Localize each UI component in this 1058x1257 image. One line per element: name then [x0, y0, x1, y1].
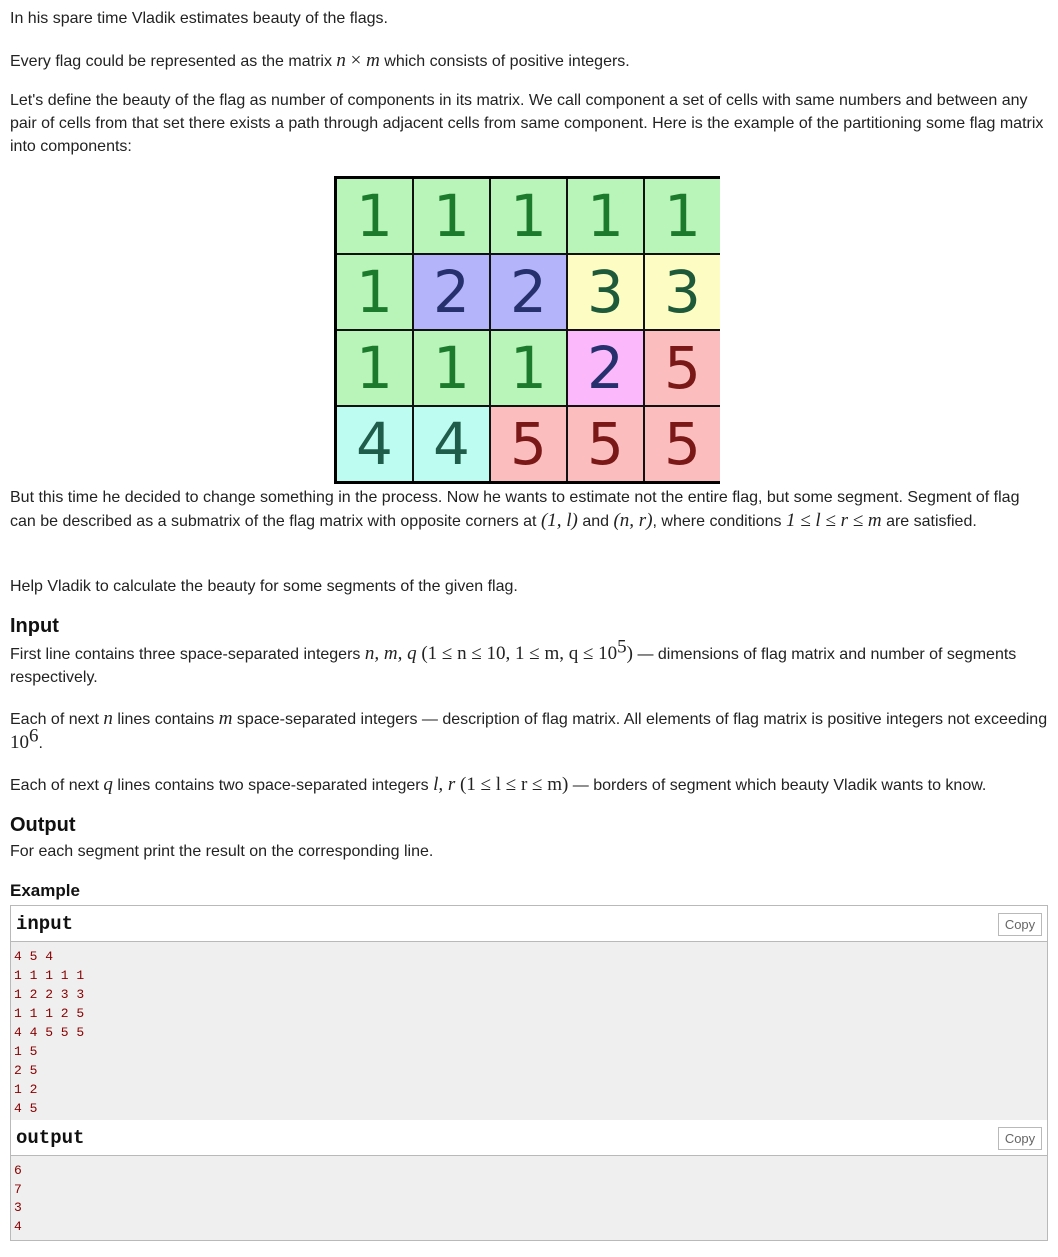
flag-cell-digit: 5 — [664, 334, 701, 402]
math-q: q — [103, 774, 113, 795]
sample-output-header — [11, 1120, 1047, 1156]
sample-input-label: input — [16, 913, 74, 935]
flag-cell-digit: 1 — [356, 334, 393, 402]
flag-cell-digit: 5 — [664, 410, 701, 478]
flag-cell-digit: 5 — [510, 410, 547, 478]
flag-cell-digit: 1 — [356, 182, 393, 250]
flag-cell-digit: 4 — [433, 410, 470, 478]
paragraph-segment — [10, 486, 1048, 533]
text: space-separated integers — description of flag matrix. All elements of flag matrix is positive integers not exceeding — [232, 711, 1048, 728]
text: which consists of positive integers. — [379, 53, 630, 70]
flag-cell-digit: 1 — [433, 334, 470, 402]
sample-output-text: 6 7 3 4 — [14, 1163, 22, 1235]
text: . — [38, 735, 43, 752]
text: and — [577, 513, 614, 530]
math-ten: 10 — [10, 732, 29, 753]
flag-cell-digit: 2 — [433, 258, 470, 326]
flag-cell-digit: 1 — [510, 182, 547, 250]
text: First line contains three space-separated integers — [10, 646, 365, 663]
text: Every flag could be represented as the matrix — [10, 53, 337, 70]
flag-cell-digit: 1 — [664, 182, 701, 250]
text: — dimensions of flag matrix and number of segments respectively. — [10, 646, 1017, 686]
math-condition: 1 ≤ l ≤ r ≤ m — [785, 510, 882, 531]
copy-input-button[interactable]: Copy — [998, 913, 1042, 936]
text: , where conditions — [652, 513, 786, 530]
input-line-3 — [10, 773, 986, 797]
paragraph-help: Help Vladik to calculate the beauty for some segments of the given flag. — [10, 578, 518, 595]
text: But this time he decided to change something in the process. Now he wants to estimate not the entire flag, but some segment. Segment of flag can be described as a submatrix of the flag matrix with opposite corners at — [10, 489, 1020, 530]
text: lines contains — [112, 711, 219, 728]
flag-cell-digit: 1 — [587, 182, 624, 250]
sample-input-box — [10, 905, 1048, 1122]
flag-cell-digit: 1 — [433, 182, 470, 250]
sample-input-header — [11, 906, 1047, 942]
text: — borders of segment which beauty Vladik wants to know. — [568, 777, 987, 794]
output-description: For each segment print the result on the corresponding line. — [10, 843, 434, 860]
copy-output-button[interactable]: Copy — [998, 1127, 1042, 1150]
math-times: × — [345, 50, 367, 71]
input-line-2 — [10, 707, 1048, 755]
math-m: m — [366, 50, 380, 71]
sample-output-box — [10, 1120, 1048, 1241]
flag-cell-digit: 1 — [510, 334, 547, 402]
paragraph-matrix — [10, 49, 630, 73]
text: Each of next — [10, 777, 104, 794]
output-section-title: Output — [10, 814, 76, 836]
input-section-title: Input — [10, 615, 59, 637]
flag-cell-digit: 3 — [664, 258, 701, 326]
flag-cell-digit: 4 — [356, 410, 393, 478]
sample-output-label: output — [16, 1127, 85, 1149]
text: are satisfied. — [881, 513, 977, 530]
math-nmq: n, m, q — [364, 643, 417, 664]
math-exponent: 5 — [617, 636, 627, 658]
math-corner-1: (1, l) — [540, 510, 578, 531]
math-n: n — [336, 50, 346, 71]
example-title: Example — [10, 881, 80, 900]
math-m: m — [218, 708, 233, 729]
math-n: n — [103, 708, 113, 729]
paragraph-beauty-definition: Let's define the beauty of the flag as number of components in its matrix. We call component a set of cells with same numbers and between any pair of cells from that set there exists a path through adjacent cells from same component. Here is the example of the partitioning some flag matrix into components: — [10, 92, 1044, 155]
flag-cell-digit: 1 — [356, 258, 393, 326]
flag-cell-digit: 5 — [587, 410, 624, 478]
input-line-1 — [10, 636, 1048, 689]
flag-cell-digit: 2 — [510, 258, 547, 326]
paragraph-intro: In his spare time Vladik estimates beauty of the flags. — [10, 10, 388, 27]
math-corner-2: (n, r) — [613, 510, 653, 531]
math-paren: ) — [626, 643, 633, 664]
text: Each of next — [10, 711, 104, 728]
math-range: (1 ≤ l ≤ r ≤ m) — [455, 774, 569, 795]
math-constraints: (1 ≤ n ≤ 10, 1 ≤ m, q ≤ 10 — [416, 643, 618, 664]
sample-input-text: 4 5 4 1 1 1 1 1 1 2 2 3 3 1 1 1 2 5 4 4 5 5 5 1 5 2 5 1 2 4 5 — [14, 949, 85, 1116]
flag-cell-digit: 3 — [587, 258, 624, 326]
math-exponent: 6 — [29, 725, 39, 747]
math-lr: l, r — [433, 774, 456, 795]
flag-cell-digit: 2 — [587, 334, 624, 402]
flag-matrix-image — [334, 176, 720, 485]
text: lines contains two space-separated integers — [112, 777, 434, 794]
